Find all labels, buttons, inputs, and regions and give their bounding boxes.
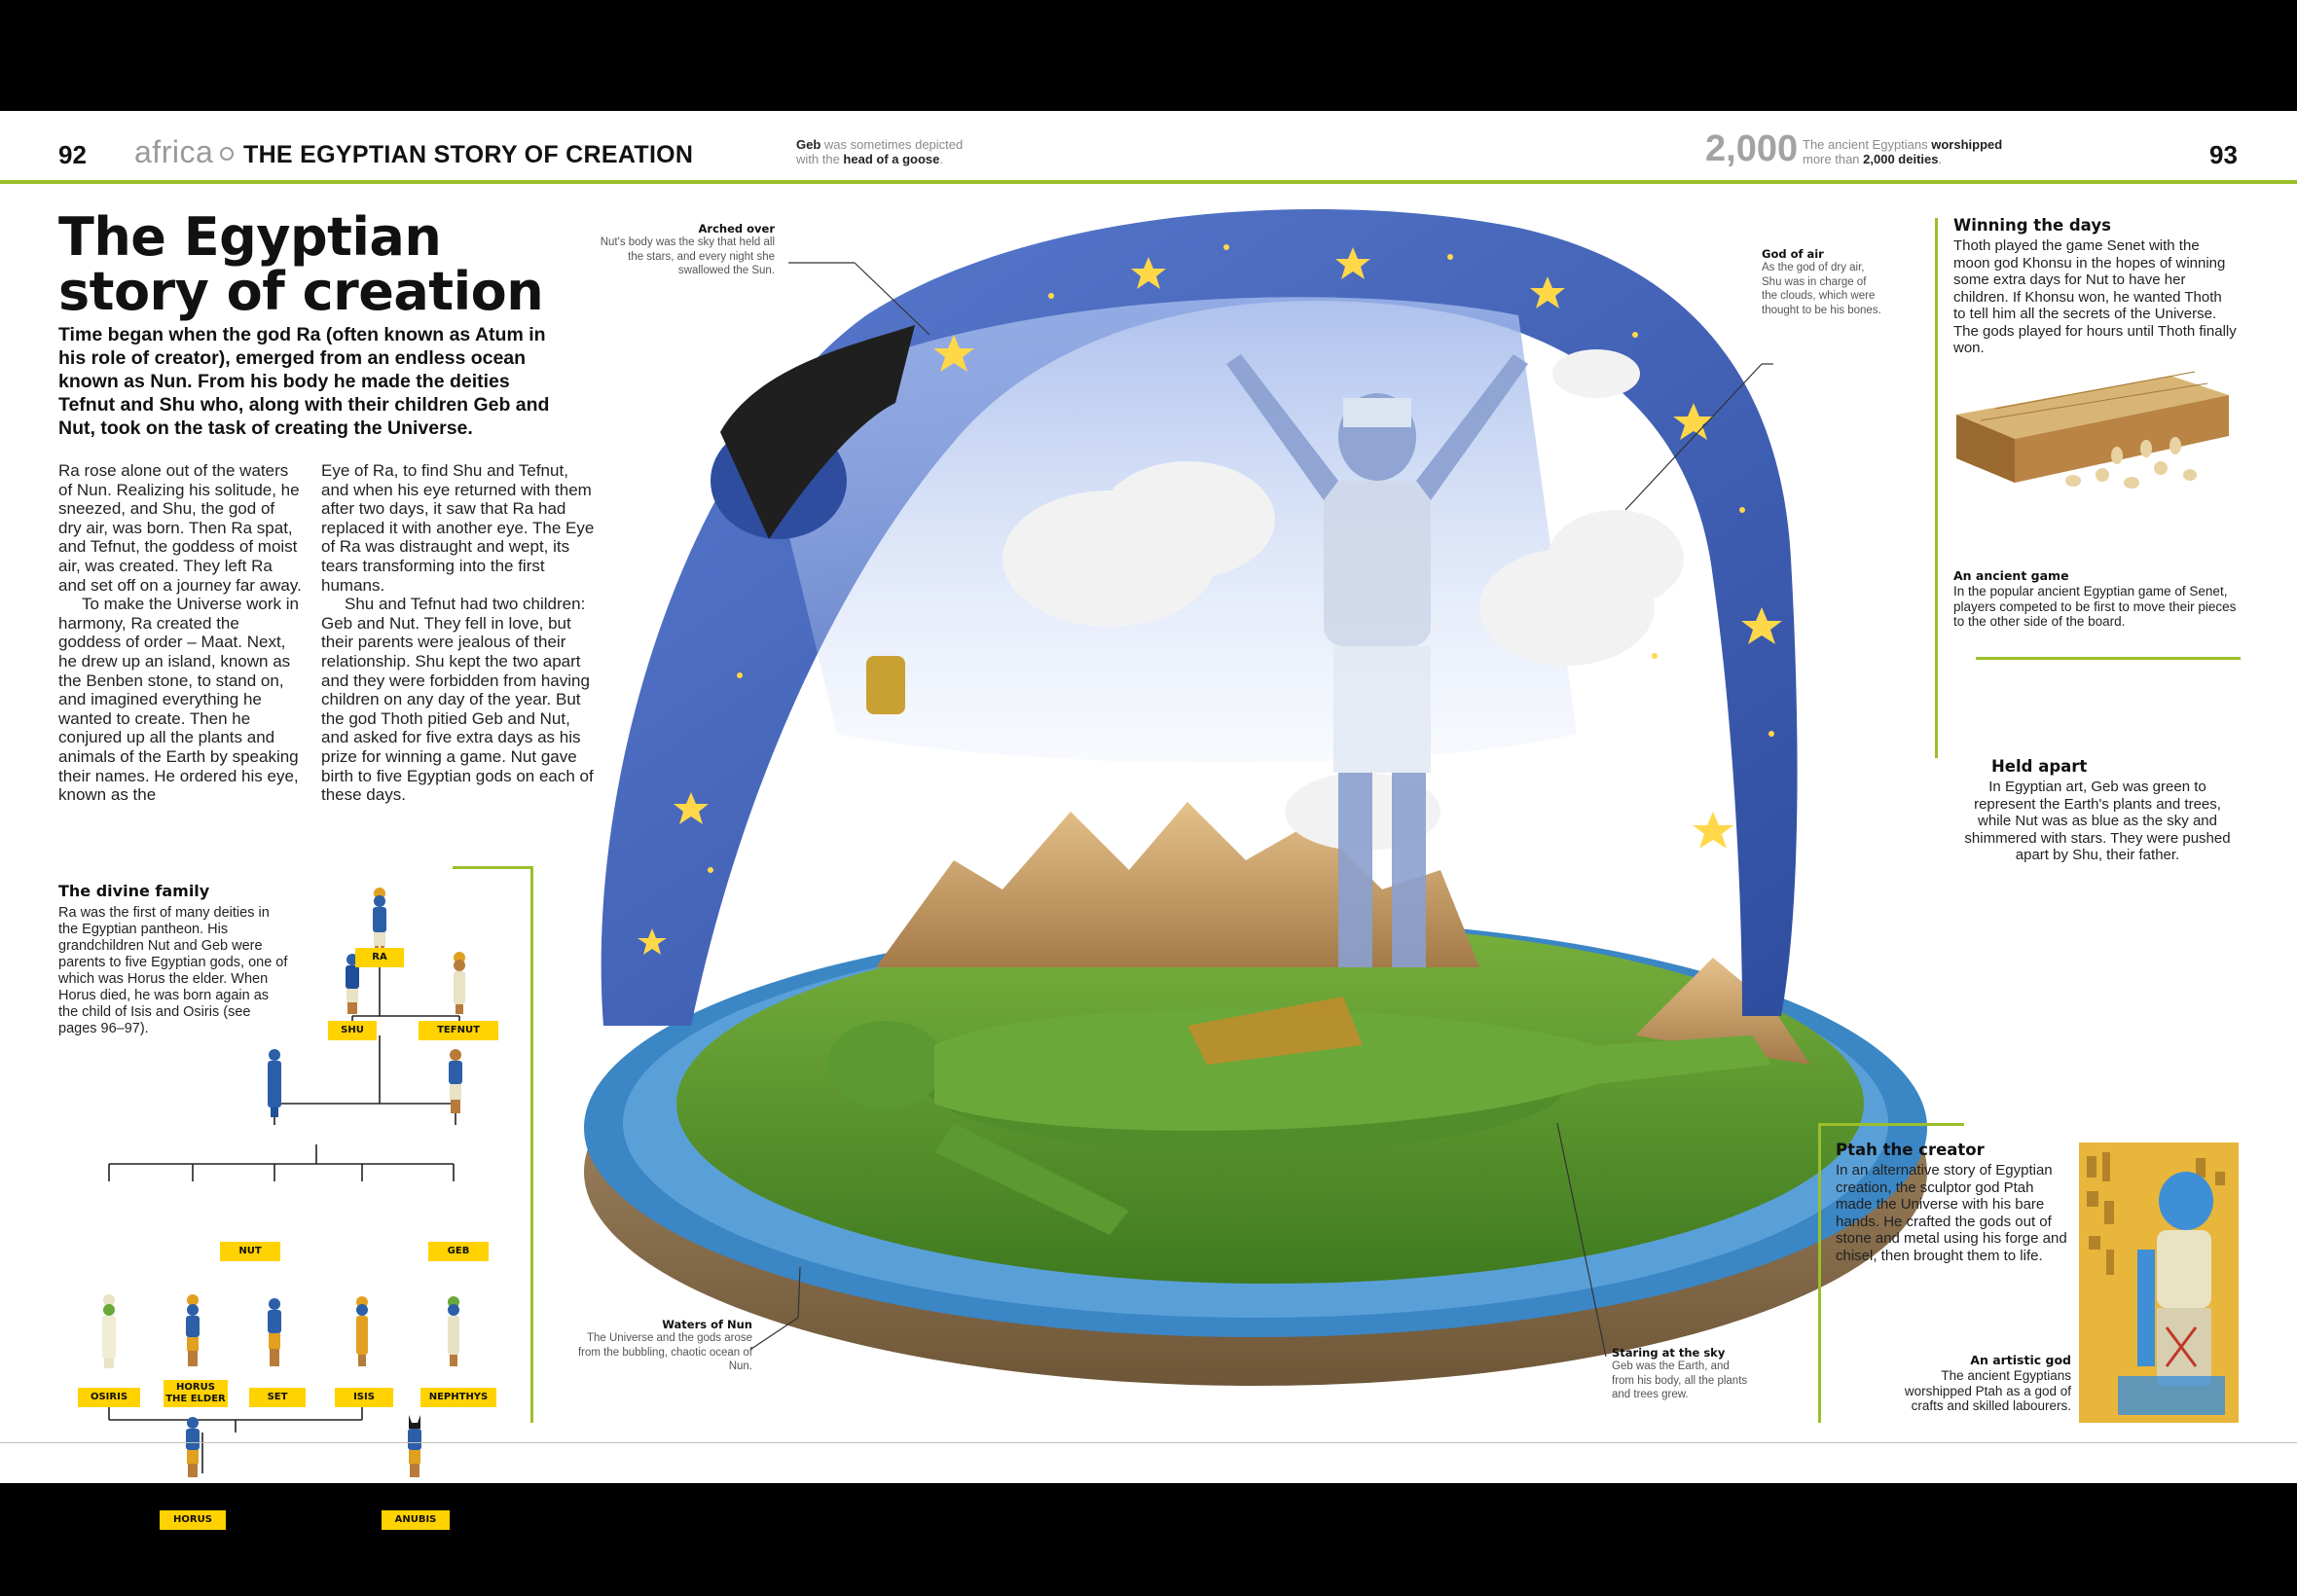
tree-label-set: SET — [249, 1388, 306, 1407]
ancient-game-caption-text: In the popular ancient Egyptian game of Senet, players competed to be first to move their pieces to the other side of the board. — [1953, 584, 2237, 629]
chapter-title: THE EGYPTIAN STORY OF CREATION — [243, 141, 694, 168]
tree-label-isis: ISIS — [335, 1388, 393, 1407]
isis-figure — [356, 1296, 368, 1366]
anubis-figure — [408, 1415, 421, 1477]
body-paragraph: Ra rose alone out of the waters of Nun. Realizing his solitude, he sneezed, and Shu, the god of dry air, was born. Then Ra spat, and Tefnut, the goddess of moist air, was created. They left Ra and set off on a journey far away. — [58, 461, 302, 595]
ptah-title: Ptah the creator — [1836, 1141, 1985, 1159]
title-line-2: story of creation — [58, 261, 544, 322]
footer-rule — [0, 1442, 2297, 1443]
held-apart-title: Held apart — [1991, 757, 2088, 776]
fact-geb-part: was sometimes depicted — [820, 137, 964, 152]
osiris-figure — [102, 1294, 116, 1368]
fact-geb-part: with the — [796, 152, 844, 166]
family-box-border-top — [453, 866, 533, 869]
tree-label-horus-elder-line1: HORUS — [176, 1382, 215, 1393]
fact-geb — [796, 137, 991, 166]
fact-deities-part: The ancient Egyptians — [1803, 137, 1932, 152]
geb-figure — [449, 1049, 462, 1113]
callout-text: As the god of dry air, Shu was in charge of the clouds, which were thought to be his bones. — [1762, 262, 1881, 316]
tree-label-ra: RA — [355, 948, 404, 967]
winning-days-text: Thoth played the game Senet with the moon god Khonsu in the hopes of winning some extra days for Nut to have her children. If Khonsu won, he wanted Thoth to tell him all the secrets of the Universe. The gods played for hours until Thoth finally won. — [1953, 237, 2237, 356]
artistic-god-caption-title: An artistic god — [1970, 1353, 2071, 1367]
ptah-box-border — [1818, 1123, 1821, 1423]
creation-illustration — [545, 189, 1966, 1473]
fact-geb-part: . — [939, 152, 944, 166]
callout-waters-of-nun — [574, 1318, 752, 1374]
winning-box-border-bottom — [1976, 657, 2241, 660]
tree-label-horus-elder-line2: THE ELDER — [165, 1394, 226, 1404]
body-paragraph: Eye of Ra, to find Shu and Tefnut, and when his eye returned with them after two days, it saw that Ra had replaced it with another eye. The Eye of Ra was distraught and wept, its tears transforming into the first humans. — [321, 461, 595, 595]
article-title — [58, 206, 603, 322]
body-paragraph: Shu and Tefnut had two children: Geb and Nut. They fell in love, but their parents were jealous of their relationship. Shu kept the two apart and they were forbidden from having children on any day of the year. But the god Thoth pitied Geb and Nut, and asked for five extra days as his prize for winning a game. Nut gave birth to five Egyptian gods on each of these days. — [321, 595, 594, 805]
fact-geb-highlight: head of a goose — [843, 152, 940, 166]
horus-figure — [186, 1417, 200, 1477]
tree-label-nephthys: NEPHTHYS — [420, 1388, 496, 1407]
tree-label-horus-elder — [164, 1380, 228, 1407]
ptah-box-border-top — [1818, 1123, 1964, 1126]
header-rule — [0, 180, 2297, 184]
fact-number: 2,000 — [1705, 128, 1799, 169]
nut-armband — [866, 656, 905, 714]
fact-deities-part: more than — [1803, 152, 1864, 166]
nephthys-figure — [448, 1296, 459, 1366]
fact-geb-name: Geb — [796, 137, 821, 152]
intro-paragraph: Time began when the god Ra (often known as Atum in his role of creator), emerged from an endless ocean known as Nun. From his body he made the deities Tefnut and Shu who, along with their children Geb and Nut, took on the task of creating the Universe. — [58, 324, 550, 439]
artistic-god-caption-text: The ancient Egyptians worshipped Ptah as a god of crafts and skilled labourers. — [1904, 1368, 2071, 1413]
winning-box-border — [1935, 218, 1938, 758]
body-column-1 — [58, 461, 302, 805]
right-page-number: 93 — [2209, 140, 2238, 169]
tree-label-shu: SHU — [328, 1021, 377, 1040]
tree-label-anubis: ANUBIS — [382, 1510, 450, 1530]
senet-board-image — [1947, 366, 2239, 497]
tree-label-horus: HORUS — [160, 1510, 226, 1530]
winning-days-title: Winning the days — [1953, 216, 2111, 235]
fact-deities-highlight: worshipped — [1931, 137, 2003, 152]
tree-label-tefnut: TEFNUT — [419, 1021, 498, 1040]
section-dot-icon — [220, 147, 234, 161]
tree-label-nut: NUT — [220, 1242, 280, 1261]
ancient-game-caption-title: An ancient game — [1953, 568, 2069, 583]
callout-text: The Universe and the gods arose from the bubbling, chaotic ocean of Nun. — [577, 1332, 752, 1372]
callout-god-of-air — [1762, 247, 1883, 317]
nut-figure — [268, 1049, 281, 1117]
held-apart-text: In Egyptian art, Geb was green to represent the Earth's plants and trees, while Nut was as blue as the sky and shimmered with stars. They were pushed apart by Shu, their father. — [1964, 779, 2231, 863]
tefnut-figure — [454, 952, 465, 1014]
callout-title: Waters of Nun — [662, 1318, 752, 1331]
fact-deities-highlight: 2,000 deities — [1863, 152, 1939, 166]
callout-arched-over — [584, 222, 775, 278]
section-name: africa — [134, 134, 214, 169]
callout-staring-at-sky — [1612, 1346, 1748, 1402]
title-line-1: The Egyptian — [58, 206, 442, 268]
ptah-artwork-image — [2079, 1143, 2239, 1423]
callout-text: Nut's body was the sky that held all the stars, and every night she swallowed the Sun. — [600, 236, 775, 276]
callout-title: God of air — [1762, 247, 1824, 261]
fact-deities — [1803, 137, 2026, 166]
book-spread — [0, 111, 2297, 1525]
callout-title: Staring at the sky — [1612, 1346, 1726, 1360]
left-page-number: 92 — [58, 140, 87, 169]
family-box-border — [530, 866, 533, 1423]
fact-deities-part: . — [1938, 152, 1943, 166]
body-paragraph: To make the Universe work in harmony, Ra created the goddess of order – Maat. Next, he drew up an island, known as the Benben stone, to stand on, and imagined everything he wanted to create. Then he conjured up all the plants and animals of the Earth by speaking their names. He ordered his eye, known as the — [58, 595, 299, 805]
tree-label-geb: GEB — [428, 1242, 489, 1261]
divine-family-title: The divine family — [58, 882, 210, 900]
ptah-text: In an alternative story of Egyptian creation, the sculptor god Ptah made the Universe with his bare hands. He crafted the gods out of stone and metal using his forge and chisel, then brought them to life. — [1836, 1162, 2067, 1264]
callout-title: Arched over — [698, 222, 775, 236]
divine-family-text: Ra was the first of many deities in the Egyptian pantheon. His grandchildren Nut and Geb were parents to five Egyptian gods, one of which was Horus the elder. When Horus died, he was born again as the child of Isis and Osiris (see pages 96–97). — [58, 905, 288, 1036]
tree-label-osiris: OSIRIS — [78, 1388, 140, 1407]
set-figure — [268, 1298, 281, 1366]
horus-elder-figure — [186, 1294, 200, 1366]
callout-text: Geb was the Earth, and from his body, all the plants and trees grew. — [1612, 1360, 1748, 1400]
family-tree-diagram — [58, 870, 526, 1425]
